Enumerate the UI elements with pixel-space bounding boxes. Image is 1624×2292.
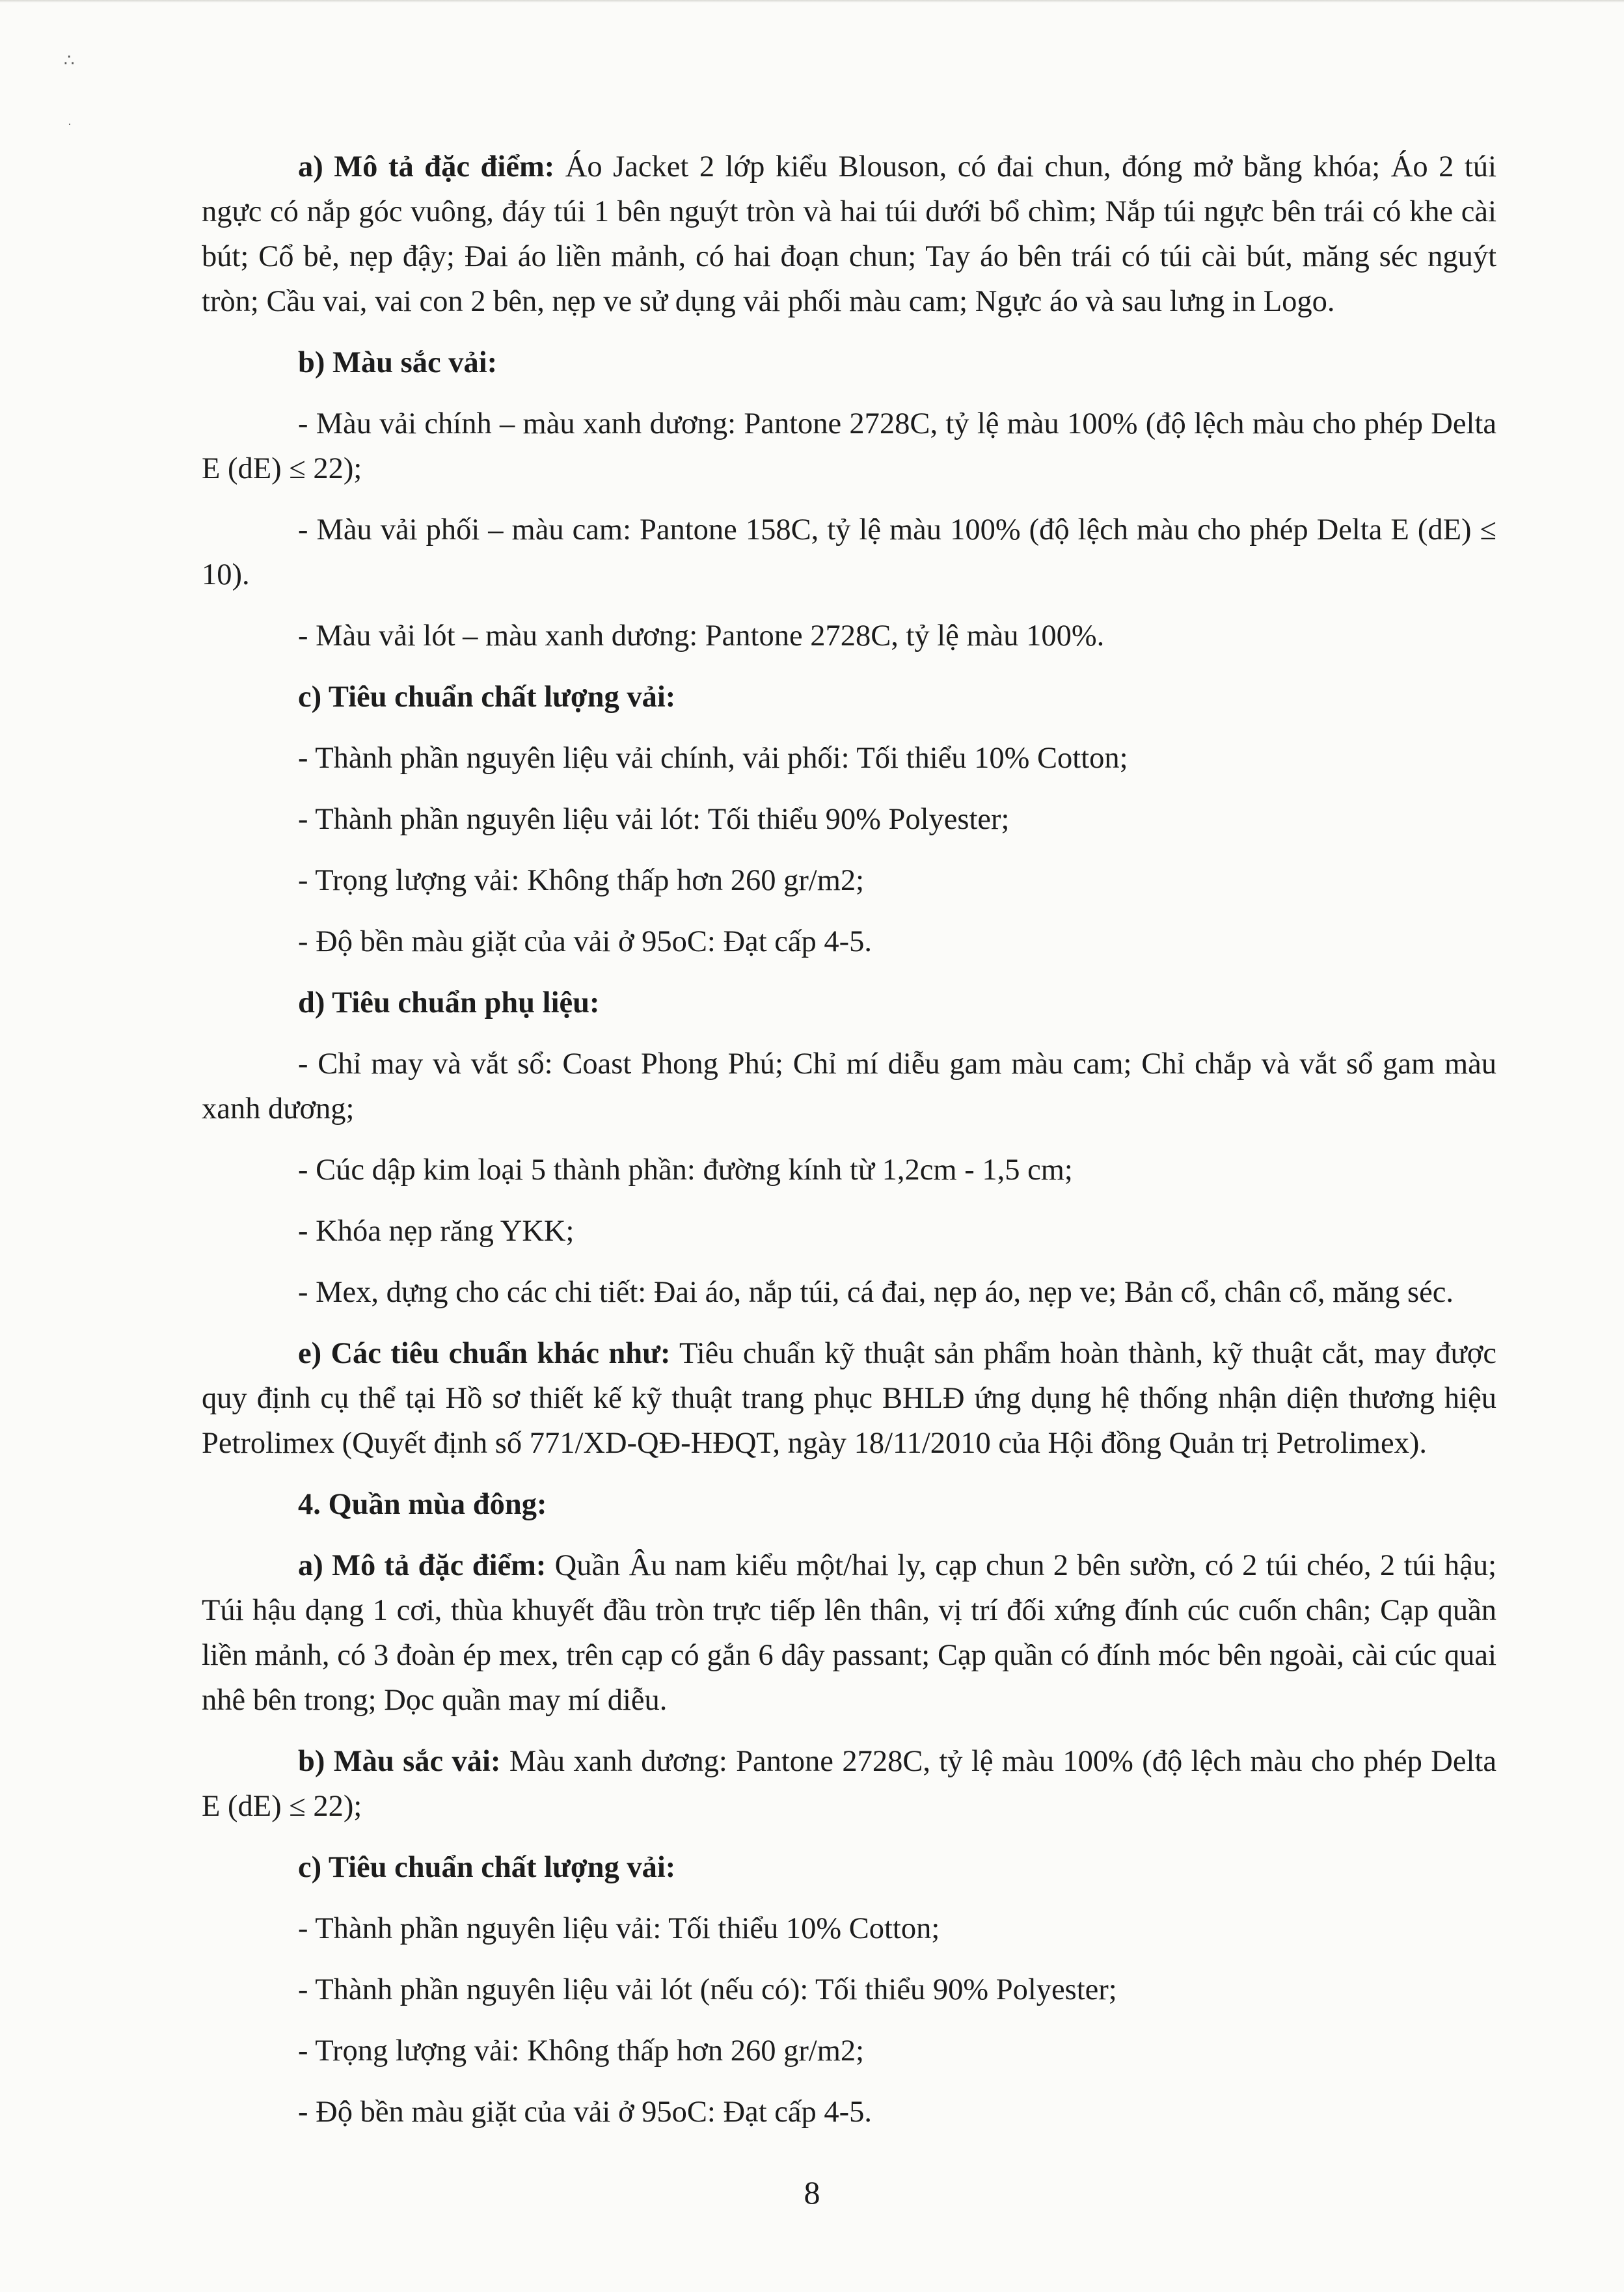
scan-speck: ·	[68, 118, 72, 131]
paragraph-heading: a) Mô tả đặc điểm:	[298, 1549, 547, 1582]
page-number: 8	[804, 2174, 820, 2211]
paragraph	[202, 1906, 1496, 1951]
paragraph	[202, 980, 1496, 1025]
paragraph	[202, 2090, 1496, 2135]
paragraph-text: - Thành phần nguyên liệu vải lót: Tối thiểu 90% Polyester;	[298, 803, 1010, 836]
paragraph	[202, 1482, 1496, 1527]
paragraph-text: Tiêu chuẩn kỹ thuật sản phẩm hoàn thành, kỹ thuật cắt, may được quy định cụ thể tại Hồ sơ thiết kế kỹ thuật trang phục BHLĐ ứng dụng hệ thống nhận diện thương hiệu Petrolimex (Quyết định số 771/XD-QĐ-HĐQT, ngày 18/11/2010 của Hội đồng Quản trị Petrolimex).	[202, 1337, 1496, 1460]
paragraph-heading: a) Mô tả đặc điểm:	[298, 150, 555, 183]
paragraph-text: - Thành phần nguyên liệu vải chính, vải phối: Tối thiểu 10% Cotton;	[298, 742, 1128, 775]
paragraph	[202, 1331, 1496, 1466]
paragraph-text: Áo Jacket 2 lớp kiểu Blouson, có đai chun, đóng mở bằng khóa; Áo 2 túi ngực có nắp góc vuông, đáy túi 1 bên nguýt tròn và hai túi dưới bổ chìm; Nắp túi ngực bên trái có khe cài bút; Cổ bẻ, nẹp đậy; Đai áo liền mảnh, có hai đoạn chun; Tay áo bên trái có túi cài bút, măng séc nguýt tròn; Cầu vai, vai con 2 bên, nẹp ve sử dụng vải phối màu cam; Ngực áo và sau lưng in Logo.	[202, 150, 1496, 318]
paragraph	[202, 144, 1496, 324]
paragraph	[202, 858, 1496, 903]
paragraph-text: - Mex, dựng cho các chi tiết: Đai áo, nắp túi, cá đai, nẹp áo, nẹp ve; Bản cổ, chân cổ, măng séc.	[298, 1276, 1454, 1309]
paragraph	[202, 1270, 1496, 1315]
paragraph	[202, 1967, 1496, 2012]
paragraph-heading: c) Tiêu chuẩn chất lượng vải:	[298, 1851, 676, 1884]
paragraph-heading: c) Tiêu chuẩn chất lượng vải:	[298, 681, 676, 714]
paragraph-text: Màu xanh dương: Pantone 2728C, tỷ lệ màu 100% (độ lệch màu cho phép Delta E (dE) ≤ 22);	[202, 1745, 1496, 1823]
paragraph-text: - Trọng lượng vải: Không thấp hơn 260 gr/m2;	[298, 864, 865, 897]
scan-edge	[0, 0, 1624, 3]
paragraph-text: - Khóa nẹp răng YKK;	[298, 1215, 575, 1248]
paragraph-heading: 4. Quần mùa đông:	[298, 1488, 547, 1521]
paragraph-heading: b) Màu sắc vải:	[298, 346, 498, 379]
paragraph-text: - Trọng lượng vải: Không thấp hơn 260 gr/m2;	[298, 2034, 865, 2068]
paragraph-text: - Độ bền màu giặt của vải ở 95oC: Đạt cấp 4-5.	[298, 925, 873, 958]
paragraph-text: - Màu vải chính – màu xanh dương: Pantone 2728C, tỷ lệ màu 100% (độ lệch màu cho phép Delta E (dE) ≤ 22);	[202, 407, 1496, 485]
paragraph	[202, 1042, 1496, 1131]
paragraph	[202, 613, 1496, 658]
paragraph-text: Quần Âu nam kiểu một/hai ly, cạp chun 2 bên sườn, có 2 túi chéo, 2 túi hậu; Túi hậu dạng 1 cơi, thùa khuyết đầu tròn trực tiếp lên thân, vị trí đối xứng đính cúc cuốn chân; Cạp quần liền mảnh, có 3 đoàn ép mex, trên cạp có gắn 6 dây passant; Cạp quần có đính móc bên ngoài, cài cúc quai nhê bên trong; Dọc quần may mí diễu.	[202, 1549, 1496, 1717]
paragraph-heading: d) Tiêu chuẩn phụ liệu:	[298, 986, 600, 1019]
paragraph	[202, 1209, 1496, 1254]
paragraph	[202, 340, 1496, 385]
paragraph-text: - Màu vải phối – màu cam: Pantone 158C, tỷ lệ màu 100% (độ lệch màu cho phép Delta E (dE) ≤ 10).	[202, 513, 1496, 591]
paragraph	[202, 1845, 1496, 1890]
paragraph	[202, 1148, 1496, 1193]
paragraph	[202, 2029, 1496, 2073]
paragraph	[202, 736, 1496, 781]
paragraph	[202, 1543, 1496, 1723]
paragraph	[202, 919, 1496, 964]
paragraph	[202, 401, 1496, 491]
document-body	[202, 144, 1496, 2151]
paragraph-text: - Thành phần nguyên liệu vải lót (nếu có): Tối thiểu 90% Polyester;	[298, 1973, 1117, 2006]
paragraph-text: - Cúc dập kim loại 5 thành phần: đường kính từ 1,2cm - 1,5 cm;	[298, 1153, 1073, 1187]
scan-speck: ∴	[64, 51, 75, 70]
paragraph	[202, 797, 1496, 842]
paragraph-text: - Màu vải lót – màu xanh dương: Pantone 2728C, tỷ lệ màu 100%.	[298, 619, 1105, 653]
paragraph-heading: b) Màu sắc vải:	[298, 1745, 501, 1778]
paragraph-text: - Độ bền màu giặt của vải ở 95oC: Đạt cấp 4-5.	[298, 2096, 873, 2129]
paragraph-text: - Thành phần nguyên liệu vải: Tối thiểu 10% Cotton;	[298, 1912, 940, 1945]
paragraph-text: - Chỉ may và vắt sổ: Coast Phong Phú; Chỉ mí diễu gam màu cam; Chỉ chắp và vắt sổ gam màu xanh dương;	[202, 1047, 1496, 1126]
paragraph	[202, 1739, 1496, 1829]
paragraph	[202, 507, 1496, 597]
paragraph-heading: e) Các tiêu chuẩn khác như:	[298, 1337, 671, 1370]
paragraph	[202, 675, 1496, 720]
